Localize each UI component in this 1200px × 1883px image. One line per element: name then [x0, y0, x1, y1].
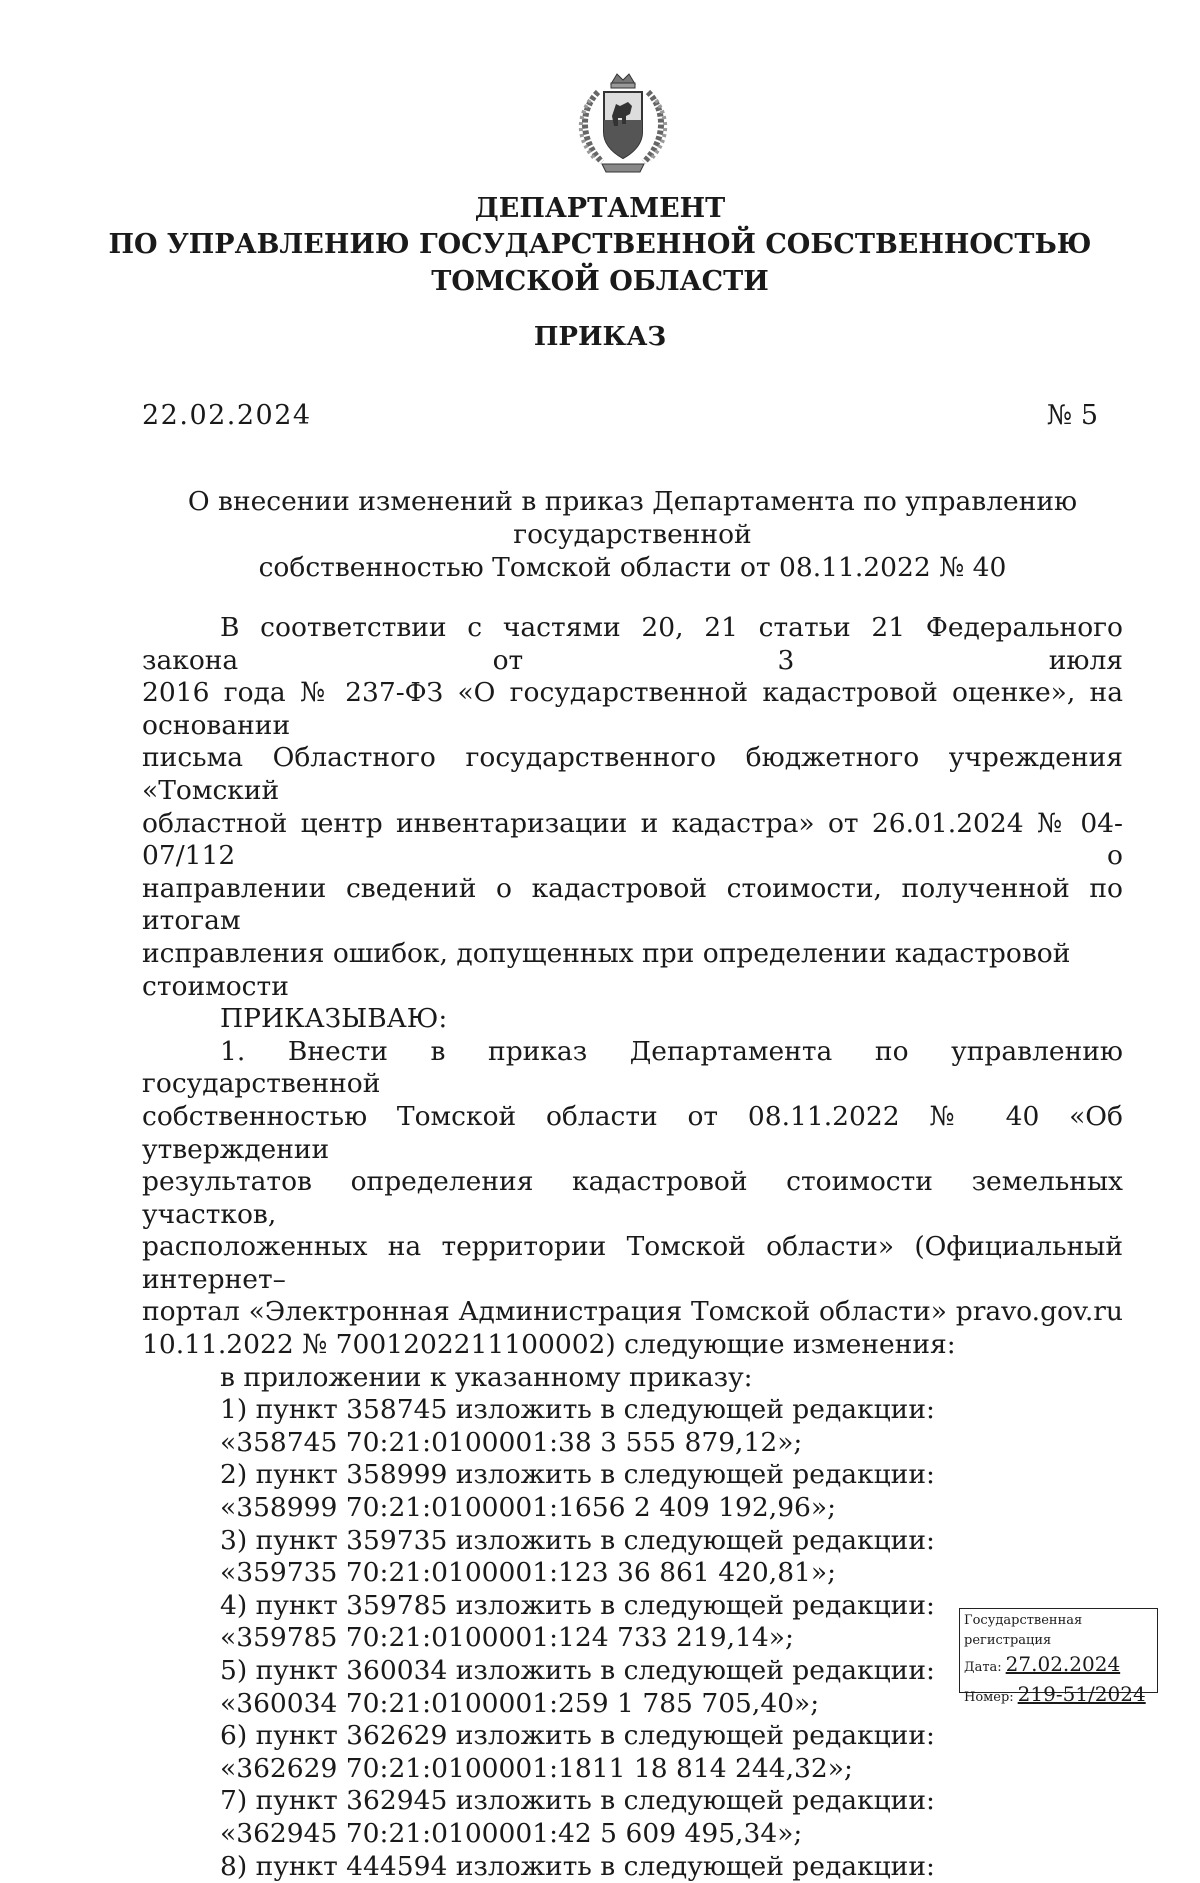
- registration-number-label: Номер:: [964, 1690, 1014, 1705]
- list-item: 3) пункт 359735 изложить в следующей редакции:: [220, 1524, 935, 1556]
- paragraph-line: 1. Внести в приказ Департамента по управлению государственной: [142, 1035, 1123, 1100]
- list-item: 8) пункт 444594 изложить в следующей редакции:: [220, 1850, 935, 1882]
- annex-intro: в приложении к указанному приказу:: [220, 1361, 753, 1393]
- registration-number-value: 219-51/2024: [1017, 1682, 1146, 1706]
- paragraph-line: портал «Электронная Администрация Томской области» pravo.gov.ru: [142, 1296, 1123, 1328]
- department-title-line1: ДЕПАРТАМЕНТ: [474, 193, 726, 224]
- order-subject: [142, 485, 1123, 584]
- list-item: 2) пункт 358999 изложить в следующей редакции:: [220, 1459, 935, 1491]
- paragraph-line: расположенных на территории Томской области» (Официальный интернет–: [142, 1231, 1123, 1295]
- registration-title: Государственная регистрация: [964, 1613, 1083, 1648]
- list-item: «358999 70:21:0100001:1656 2 409 192,96»;: [220, 1492, 837, 1524]
- paragraph-line: результатов определения кадастровой стоимости земельных участков,: [142, 1166, 1123, 1230]
- paragraph-line: 2016 года № 237-ФЗ «О государственной кадастровой оценке», на основании: [142, 677, 1123, 741]
- list-item: «362629 70:21:0100001:1811 18 814 244,32»;: [220, 1752, 853, 1784]
- paragraph-line: В соответствии с частями 20, 21 статьи 21 Федерального закона от 3 июля: [142, 612, 1123, 676]
- order-date: 22.02.2024: [142, 400, 312, 431]
- paragraph-line: собственностью Томской области от 08.11.2022 № 40 «Об утверждении: [142, 1100, 1123, 1165]
- list-item: 6) пункт 362629 изложить в следующей редакции:: [220, 1720, 935, 1752]
- document-type: ПРИКАЗ: [533, 322, 667, 352]
- list-item: «358745 70:21:0100001:38 3 555 879,12»;: [220, 1426, 803, 1458]
- list-item: 1) пункт 358745 изложить в следующей редакции:: [220, 1394, 935, 1426]
- paragraph-line: областной центр инвентаризации и кадастра» от 26.01.2024 № 04-07/112 о: [142, 807, 1123, 872]
- subject-line: собственностью Томской области от 08.11.2022 № 40: [258, 552, 1007, 583]
- list-item: «359735 70:21:0100001:123 36 861 420,81»;: [220, 1557, 837, 1589]
- department-title-line2: ПО УПРАВЛЕНИЮ ГОСУДАРСТВЕННОЙ СОБСТВЕННОСТЬЮ: [108, 229, 1092, 260]
- list-item: 4) пункт 359785 изложить в следующей редакции:: [220, 1589, 935, 1621]
- list-item: 5) пункт 360034 изложить в следующей редакции:: [220, 1655, 935, 1686]
- registration-date-value: 27.02.2024: [1005, 1652, 1121, 1676]
- list-item: 7) пункт 362945 изложить в следующей редакции:: [220, 1785, 935, 1817]
- order-directive: ПРИКАЗЫВАЮ:: [220, 1003, 448, 1035]
- order-number: № 5: [1046, 400, 1098, 431]
- list-item: «359785 70:21:0100001:124 733 219,14»;: [220, 1622, 794, 1654]
- subject-line: О внесении изменений в приказ Департамента по управлению государственной: [187, 486, 1078, 550]
- paragraph-line: исправления ошибок, допущенных при определении кадастровой стоимости: [142, 937, 1071, 1002]
- coat-of-arms-emblem: [568, 70, 678, 178]
- registration-stamp: [959, 1608, 1158, 1706]
- list-item: «360034 70:21:0100001:259 1 785 705,40»;: [220, 1687, 820, 1719]
- paragraph-line: направлении сведений о кадастровой стоимости, полученной по итогам: [142, 872, 1123, 937]
- department-title-line3: ТОМСКОЙ ОБЛАСТИ: [431, 266, 769, 297]
- registration-date-label: Дата:: [964, 1660, 1002, 1675]
- paragraph-line: 10.11.2022 № 7001202211100002) следующие изменения:: [142, 1329, 956, 1361]
- paragraph-line: письма Областного государственного бюджетного учреждения «Томский: [142, 742, 1123, 806]
- list-item: «362945 70:21:0100001:42 5 609 495,34»;: [220, 1817, 803, 1849]
